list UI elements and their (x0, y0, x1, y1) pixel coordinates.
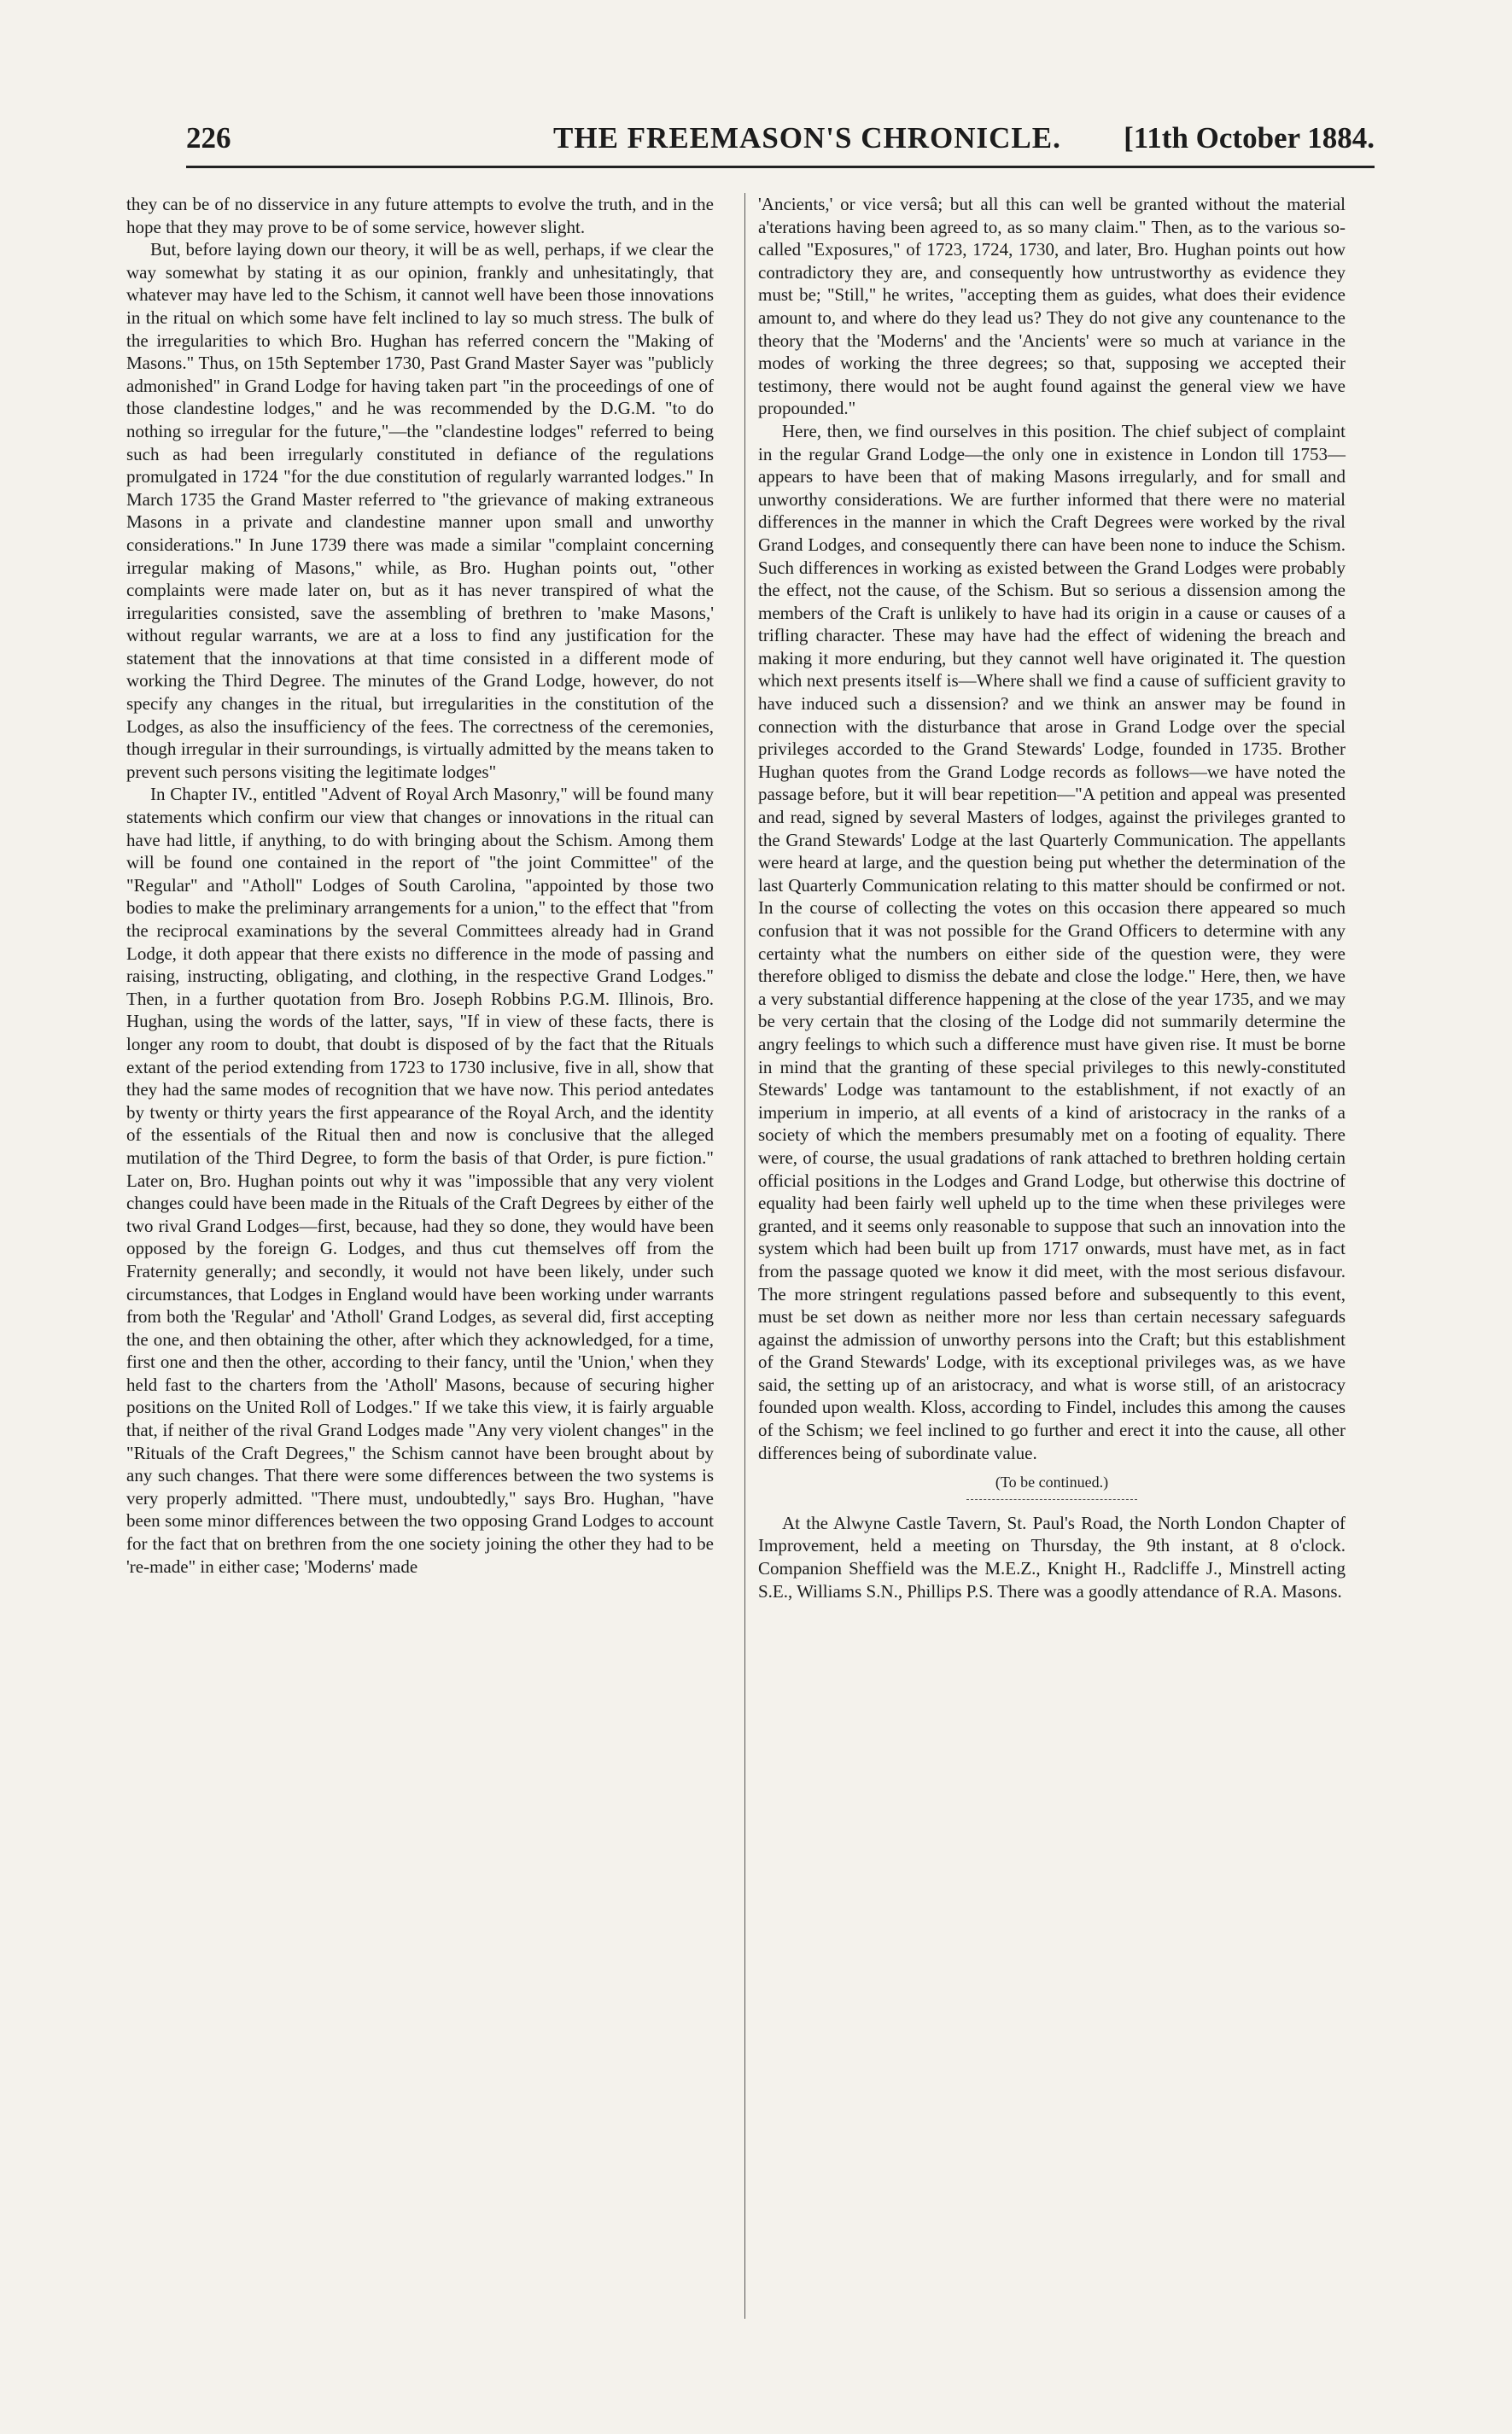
paragraph: 'Ancients,' or vice versâ; but all this can well be granted without the material a'terations having been agreed to, as so many claim." Then, as to the various so-called "Exposures," of 1723, 1724, 1730, and later, Bro. Hughan points out how contradictory they are, and consequently how untrustworthy as evidence they must be; "Still," he writes, "accepting them as guides, what does their evidence amount to, and where do they lead us? They do not give any countenance to the theory that the 'Moderns' and the 'Ancients' were so much at variance in the modes of working the three degrees; so that, supposing we accepted their testimony, there would not be aught found against the general view we have propounded." (758, 194, 1346, 419)
paragraph: they can be of no disservice in any future attempts to evolve the truth, and in the hope that they may prove to be of some service, however slight. (126, 194, 714, 237)
paragraph: In Chapter IV., entitled "Advent of Royal Arch Masonry," will be found many statements which confirm our view that changes or innovations in the ritual can have had little, if anything, to do with bringing about the Schism. Among them will be found one contained in the report of "the joint Committee" of the "Regular" and "Atholl" Lodges of South Carolina, "appointed by those two bodies to make the preliminary arrangements for a union," to the effect that "from the reciprocal examinations by the several Committees already had in Grand Lodge, it doth appear that there exists no difference in the mode of passing and raising, instructing, obligating, and clothing, in the respective Grand Lodges." Then, in a further quotation from Bro. Joseph Robbins P.G.M. Illinois, Bro. Hughan, using the words of the latter, says, "If in view of these facts, there is longer any room to doubt, that doubt is disposed of by the fact that the Rituals extant of the period extending from 1723 to 1730 inclusive, five in all, show that they had the same modes of recognition that we have now. This period antedates by twenty or thirty years the first appearance of the Royal Arch, and the identity of the essentials of the Ritual then and now is conclusive that the alleged mutilation of the Third Degree, to form the basis of that Order, is pure fiction." Later on, Bro. Hughan points out why it was "impossible that any very violent changes could have been made in the Rituals of the Craft Degrees by either of the two rival Grand Lodges—first, because, had they so done, they would have been opposed by the foreign G. Lodges, and thus cut themselves off from the Fraternity generally; and secondly, it would not have been likely, under such circumstances, that Lodges in England would have been working under warrants from both the 'Regular' and 'Atholl' Grand Lodges, as several did, first accepting the one, and then obtaining the other, after which they acknowledged, for a time, first one and then the other, according to their fancy, until the 'Union,' when they held fast to the charters from the 'Atholl' Masons, because of securing higher positions on the United Roll of Lodges." If we take this view, it is fairly arguable that, if neither of the rival Grand Lodges made "Any very violent changes" in the "Rituals of the Craft Degrees," the Schism cannot have been brought about by any such changes. That there were some differences between the two systems is very properly admitted. "There must, undoubtedly," says Bro. Hughan, "have been some minor differences between the two opposing Grand Lodges to account for the fact that on brethren from the one society joining the other they had to be 're-made" in either case; 'Moderns' made (126, 784, 714, 1577)
issue-date: [11th October 1884. (1124, 121, 1375, 155)
paragraph: But, before laying down our theory, it will be as well, perhaps, if we clear the way somewhat by stating it as our opinion, frankly and unhesitatingly, that whatever may have led to the Schism, it cannot well have been those innovations in the ritual on which some have felt inclined to lay so much stress. The bulk of the irregularities to which Bro. Hughan has referred concern the "Making of Masons." Thus, on 15th September 1730, Past Grand Master Sayer was "publicly admonished" in Grand Lodge for having taken part "in the proceedings of one of those clandestine lodges," and he was recommended by the D.G.M. "to do nothing so irregular for the future,"—the "clandestine lodges" referred to being such as had been irregularly constituted in defiance of the regulations promulgated in 1724 "for the due constitution of regularly warranted lodges." In March 1735 the Grand Master referred to "the grievance of making extraneous Masons in a private and clandestine manner upon small and unworthy considerations." In June 1739 there was made a similar "complaint concerning irregular making of Masons," while, as Bro. Hughan points out, "other complaints were made later on, but as it has never transpired of what the irregularities consisted, save the assembling of brethren to 'make Masons,' without regular warrants, we are at a loss to find any justification for the statement that the innovations at that time consisted in a different mode of working the Third Degree. The minutes of the Grand Lodge, however, do not specify any changes in the ritual, but irregularities in the constitution of the Lodges, as also the insufficiency of the fees. The correctness of the ceremonies, though irregular in their surroundings, is virtually admitted by the means taken to prevent such persons visiting the legitimate lodges" (126, 239, 714, 782)
chapter-notice: At the Alwyne Castle Tavern, St. Paul's Road, the North London Chapter of Improvement, held a meeting on Thursday, the 9th instant, at 8 o'clock. Companion Sheffield was the M.E.Z., Knight H., Radcliffe J., Minstrell acting S.E., Williams S.N., Phillips P.S. There was a goodly attendance of R.A. Masons. (758, 1512, 1346, 1602)
masthead-title: THE FREEMASON'S CHRONICLE. (553, 121, 1061, 155)
right-column (758, 193, 1346, 1602)
header-rule (186, 166, 1375, 168)
left-column (126, 193, 714, 1578)
page-number: 226 (186, 121, 231, 155)
paragraph: Here, then, we find ourselves in this position. The chief subject of complaint in the regular Grand Lodge—the only one in existence in London till 1753—appears to have been that of making Masons irregularly, and for small and unworthy considerations. We are further informed that there were no material differences in the manner in which the Craft Degrees were worked by the rival Grand Lodges, and consequently there can have been none to induce the Schism. Such differences in working as existed between the Grand Lodges were probably the effect, not the cause, of the Schism. But so serious a dissension among the members of the Craft is unlikely to have had its origin in a cause or causes of a trifling character. These may have had the effect of widening the breach and making it more enduring, but they cannot well have originated it. The question which next presents itself is—Where shall we find a cause of sufficient gravity to have induced such a dissension? and we think an answer may be found in connection with the disturbance that arose in Grand Lodge over the special privileges accorded to the Grand Stewards' Lodge, founded in 1735. Brother Hughan quotes from the Grand Lodge records as follows—we have noted the passage before, but it will bear repetition—"A petition and appeal was presented and read, signed by several Masters of lodges, against the privileges granted to the Grand Stewards' Lodge at the last Quarterly Communication. The appellants were heard at large, and the question being put whether the determination of the last Quarterly Communication relating to this matter should be confirmed or not. In the course of collecting the votes on this occasion there appeared so much confusion that it was not possible for the Grand Officers to determine with any certainty what the numbers on either side of the question were, they were therefore obliged to dismiss the debate and close the lodge." Here, then, we have a very substantial difference happening at the close of the year 1735, and we may be very certain that the closing of the Lodge did not summarily determine the angry feelings to which such a difference must have given rise. It must be borne in mind that the granting of these special privileges to this newly-constituted Stewards' Lodge was tantamount to the establishment, if not exactly of an imperium in imperio, at all events of a kind of aristocracy in the ranks of a society of which the members presumably met on a footing of equality. There were, of course, the usual gradations of rank attached to brethren holding certain official positions in the Lodges and Grand Lodge, but otherwise this doctrine of equality had been fairly well upheld up to the time when these privileges were granted, and it seems only reasonable to suppose that such an innovation into the system which had been built up from 1717 onwards, must have met, as in fact from the passage quoted we know it did meet, with the most serious disfavour. The more stringent regulations passed before and subsequently to this event, must be set down as neither more nor less than certain necessary safeguards against the admission of unworthy persons into the Craft; but this establishment of the Grand Stewards' Lodge, with its exceptional privileges was, as we have said, the setting up of an aristocracy, and what is worse still, of an aristocracy founded upon wealth. Kloss, according to Findel, includes this among the causes of the Schism; we feel inclined to go further and erect it into the cause, all other differences being of subordinate value. (758, 420, 1346, 1463)
section-divider (966, 1499, 1137, 1500)
column-divider (744, 193, 745, 2319)
continued-note: (To be continued.) (995, 1474, 1109, 1491)
page-header (186, 121, 1375, 162)
